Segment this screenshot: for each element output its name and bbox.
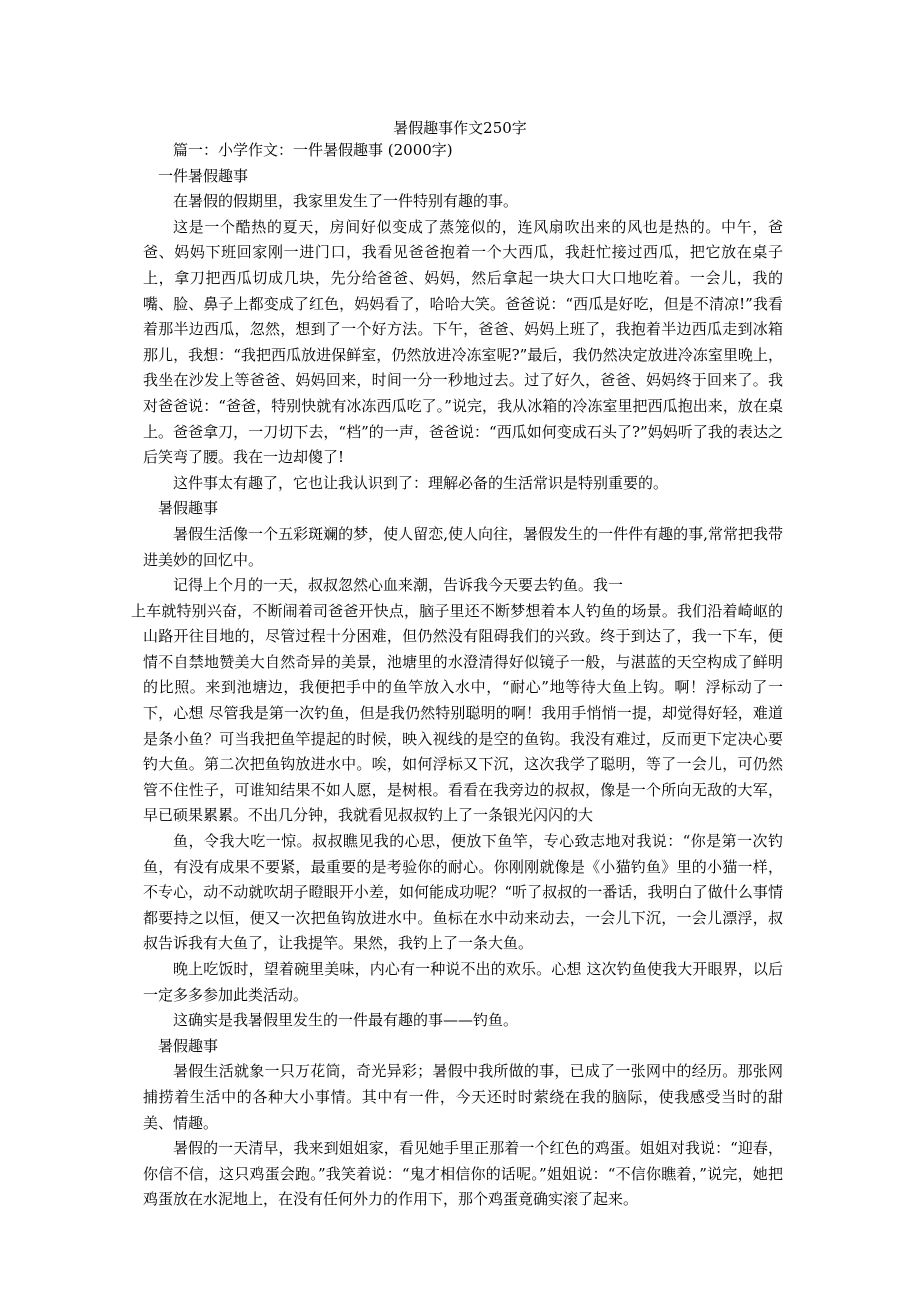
section-heading: 一件暑假趣事 (158, 166, 249, 185)
paragraph: 鱼，令我大吃一惊。叔叔瞧见我的心思，便放下鱼竿，专心致志地对我说：“你是第一次钓鱼，有没有成果不要紧，最重要的是考验你的耐心。你刚刚就像是《小猫钓鱼》里的小猫一样，不专心，动不动就吹胡子瞪眼开小差，如何能成功呢？“听了叔叔的一番话，我明白了做什么事情都要持之以恒，便又一次把鱼钩放进水中。鱼标在水中动来动去，一会儿下沉，一会儿漂浮，叔叔告诉我有大鱼了，让我提竿。果然，我钓上了一条大鱼。 (143, 832, 783, 953)
section-heading: 暑假趣事 (158, 1036, 219, 1055)
paragraph: 这确实是我暑假里发生的一件最有趣的事——钓鱼。 (173, 1011, 519, 1030)
document-body (131, 138, 783, 1213)
document-title: 暑假趣事作文250字 (393, 119, 527, 137)
paragraph: 上车就特别兴奋，不断闹着司爸爸开快点，脑子里还不断梦想着本人钓鱼的场景。我们沿着崎岖的山路开往目地的，尽管过程十分困难，但仍然没有阻碍我们的兴致。终于到达了，我一下车，便情不自禁地赞美大自然奇异的美景，池塘里的水澄清得好似镜子一般，与湛蓝的天空构成了鲜明的比照。来到池塘边，我便把手中的鱼竿放入水中，“耐心”地等待大鱼上钩。啊！浮标动了一下，心想 尽管我是第一次钓鱼，但是我仍然特别聪明的啊！我用手悄悄一提，却觉得好轻，难道是条小鱼？可当我把鱼竿提起的时候，映入视线的是空的鱼钩。我没有难过，反而更下定决心要钓大鱼。第二次把鱼钩放进水中。唉，如何浮标又下沉，这次我学了聪明，等了一会儿，可仍然管不住性子，可谁知结果不如人愿，是树根。看看在我旁边的叔叔，像是一个所向无敌的大军，早已硕果累累。不出几分钟，我就看见叔叔钓上了一条银光闪闪的大 (131, 601, 783, 825)
paragraph: 在暑假的假期里，我家里发生了一件特别有趣的事。 (173, 192, 519, 211)
paragraph: 晚上吃饭时，望着碗里美味，内心有一种说不出的欢乐。心想 这次钓鱼使我大开眼界，以后一定多多参加此类活动。 (143, 960, 783, 1004)
paragraph: 暑假生活就象一只万花筒，奇光异彩；暑假中我所做的事，已成了一张网中的经历。那张网捕捞着生活中的各种大小事情。其中有一件，今天还时时萦绕在我的脑际，使我感受当时的甜美、情趣。 (143, 1062, 783, 1132)
paragraph: 暑假生活像一个五彩斑斓的梦，使人留恋,使人向往，暑假发生的一件件有趣的事,常常把我带进美妙的回忆中。 (143, 524, 783, 569)
paragraph: 这件事太有趣了，它也让我认识到了：理解必备的生活常识是特别重要的。 (173, 473, 669, 492)
paragraph: 暑假的一天清早，我来到姐姐家，看见她手里正那着一个红色的鸡蛋。姐姐对我说：“迎春，你信不信，这只鸡蛋会跑。”我笑着说：“鬼才相信你的话呢。”姐姐说：“不信你瞧着，”说完，她把鸡蛋放在水泥地上，在没有任何外力的作用下，那个鸡蛋竟确实滚了起来。 (143, 1139, 783, 1209)
section-heading: 暑假趣事 (158, 499, 219, 518)
paragraph: 这是一个酷热的夏天，房间好似变成了蒸笼似的，连风扇吹出来的风也是热的。中午，爸爸、妈妈下班回家刚一进门口，我看见爸爸抱着一个大西瓜，我赶忙接过西瓜，把它放在桌子上，拿刀把西瓜切成几块，先分给爸爸、妈妈，然后拿起一块大口大口地吃着。一会儿，我的嘴、脸、鼻子上都变成了红色，妈妈看了，哈哈大笑。爸爸说：“西瓜是好吃，但是不清凉!”我看着那半边西瓜，忽然，想到了一个好方法。下午，爸爸、妈妈上班了，我抱着半边西瓜走到冰箱那儿，我想：“我把西瓜放进保鲜室，仍然放进冷冻室呢?”最后，我仍然决定放进冷冻室里晚上，我坐在沙发上等爸爸、妈妈回来，时间一分一秒地过去。过了好久，爸爸、妈妈终于回来了。我对爸爸说：“爸爸，特别快就有冰冻西瓜吃了。”说完，我从冰箱的冷冻室里把西瓜抱出来，放在桌上。爸爸拿刀，一刀切下去，“档”的一声，爸爸说：“西瓜如何变成石头了?”妈妈听了我的表达之后笑弯了腰。我在一边却傻了! (143, 217, 783, 467)
article-heading: 篇一：小学作文：一件暑假趣事 (2000字) (173, 141, 453, 159)
paragraph: 记得上个月的一天，叔叔忽然心血来潮，告诉我今天要去钓鱼。我一 (173, 576, 624, 595)
